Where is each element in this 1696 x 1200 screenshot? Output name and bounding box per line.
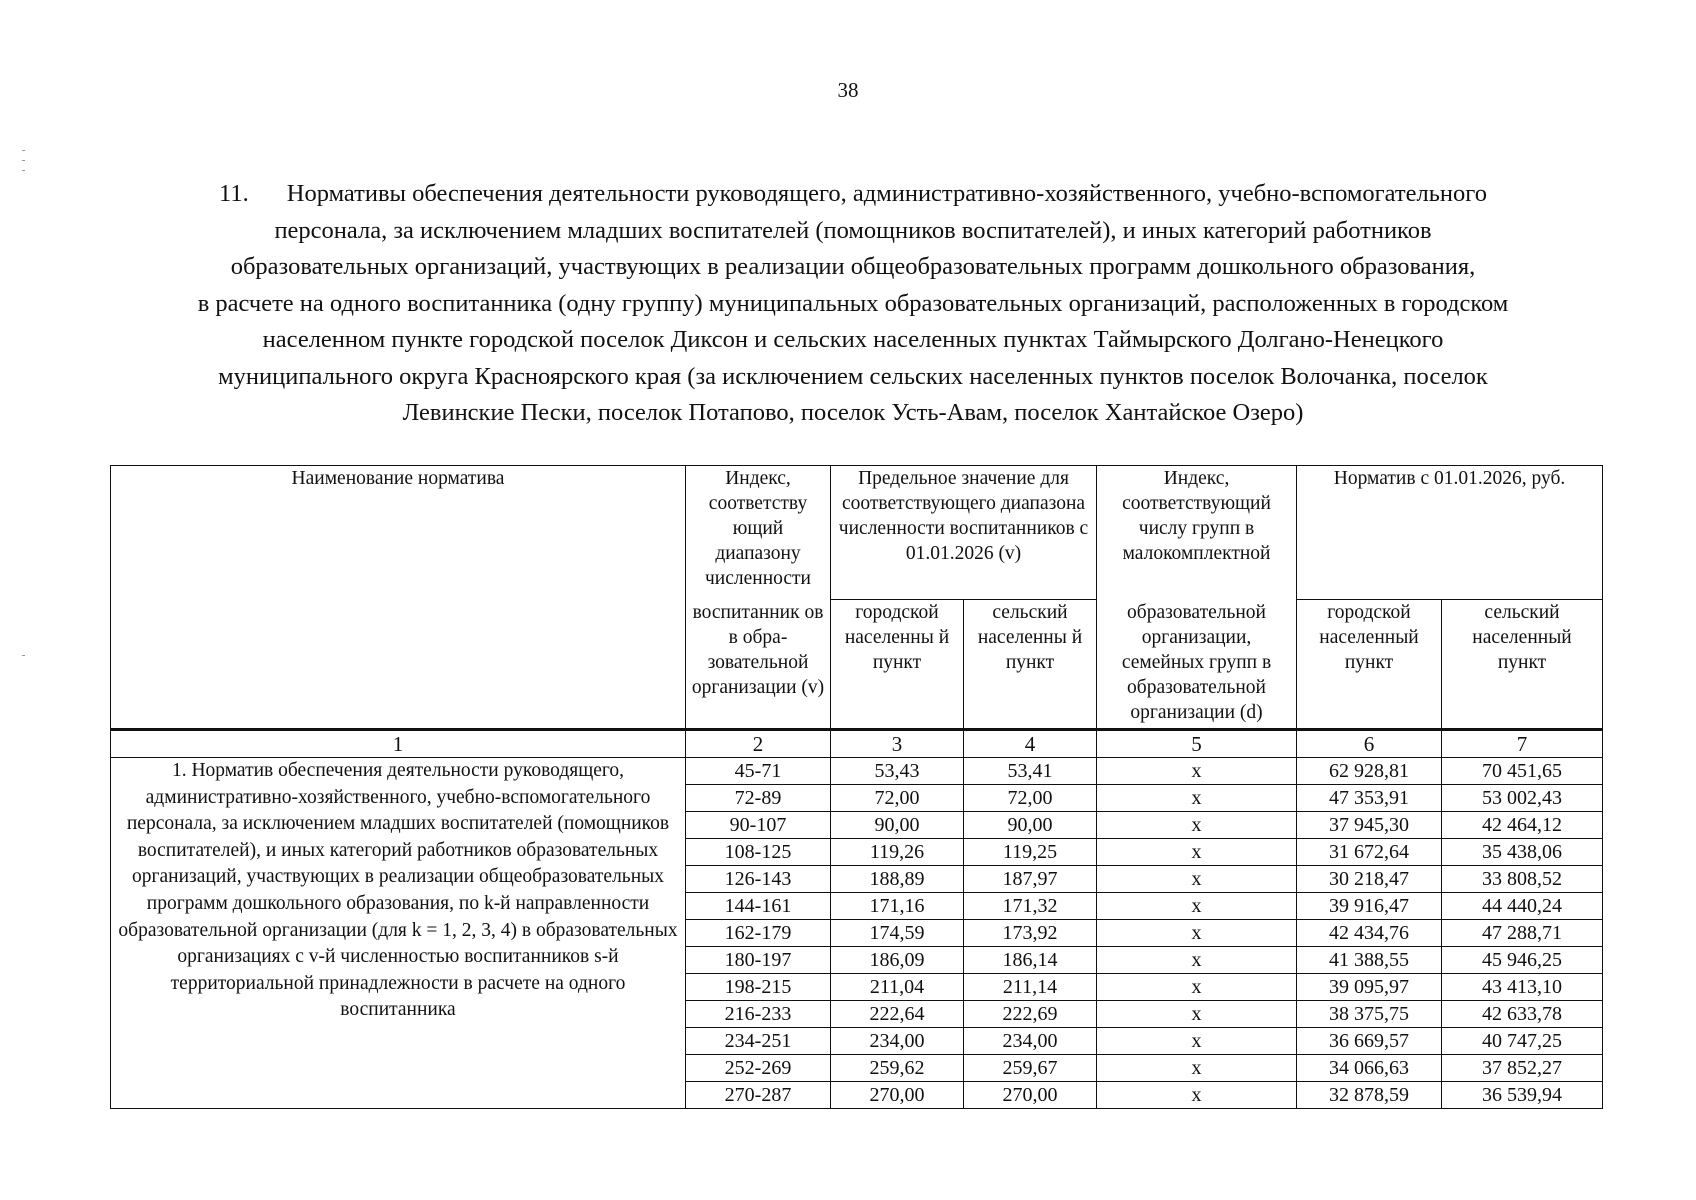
norm-rural-cell: 42 464,12 — [1442, 812, 1603, 839]
norm-rural-cell: 45 946,25 — [1442, 947, 1603, 974]
header-index-range: Индекс, соответству ющий диапазону численности — [686, 466, 831, 600]
norm-rural-cell: 44 440,24 — [1442, 893, 1603, 920]
index-groups-cell: х — [1097, 839, 1297, 866]
norm-name-cell: 1. Норматив обеспечения деятельности руководящего, административно-хозяйственного, учебно-вспомогательного персонала, за исключением младших воспитателей (помощников воспитателей), и иных категорий работников образовательных организаций, участвующих в реализации общеобразовательных программ дошкольного образования, по k-й направленности образовательной организации (для k = 1, 2, 3, 4) в образовательных организациях с v-й численностью воспитанников s-й территориальной принадлежности в расчете на одного воспитанника — [111, 758, 686, 1109]
norm-urban-cell: 42 434,76 — [1297, 920, 1442, 947]
limit-urban-cell: 186,09 — [831, 947, 964, 974]
norm-rural-cell: 37 852,27 — [1442, 1055, 1603, 1082]
norm-rural-cell: 53 002,43 — [1442, 785, 1603, 812]
norms-table — [110, 465, 1603, 1109]
index-groups-cell: х — [1097, 866, 1297, 893]
index-groups-cell: х — [1097, 1082, 1297, 1109]
norm-urban-cell: 31 672,64 — [1297, 839, 1442, 866]
index-range-cell: 216-233 — [686, 1001, 831, 1028]
norm-urban-cell: 41 388,55 — [1297, 947, 1442, 974]
limit-urban-cell: 222,64 — [831, 1001, 964, 1028]
section-heading — [118, 176, 1588, 432]
limit-urban-cell: 72,00 — [831, 785, 964, 812]
column-number: 2 — [686, 730, 831, 758]
header-index-groups-cont: образовательной организации, семейных групп в образовательной организации (d) — [1097, 600, 1297, 730]
limit-urban-cell: 174,59 — [831, 920, 964, 947]
norm-rural-cell: 33 808,52 — [1442, 866, 1603, 893]
margin-mark — [22, 160, 25, 161]
index-range-cell: 198-215 — [686, 974, 831, 1001]
index-groups-cell: х — [1097, 974, 1297, 1001]
limit-urban-cell: 171,16 — [831, 893, 964, 920]
index-range-cell: 234-251 — [686, 1028, 831, 1055]
column-number: 7 — [1442, 730, 1603, 758]
index-groups-cell: х — [1097, 1001, 1297, 1028]
norm-urban-cell: 30 218,47 — [1297, 866, 1442, 893]
index-range-cell: 162-179 — [686, 920, 831, 947]
limit-rural-cell: 270,00 — [964, 1082, 1097, 1109]
heading-line-1-text: Нормативы обеспечения деятельности руководящего, административно-хозяйственного, учебно-вспомогательного — [286, 180, 1487, 207]
index-groups-cell: х — [1097, 758, 1297, 785]
limit-rural-cell: 222,69 — [964, 1001, 1097, 1028]
index-range-cell: 180-197 — [686, 947, 831, 974]
limit-rural-cell: 259,67 — [964, 1055, 1097, 1082]
header-limit-group: Предельное значение для соответствующего диапазона численности воспитанников с 01.01.2026 (v) — [831, 466, 1097, 600]
column-number: 5 — [1097, 730, 1297, 758]
limit-rural-cell: 173,92 — [964, 920, 1097, 947]
page-number: 38 — [837, 78, 859, 102]
heading-line-4: в расчете на одного воспитанника (одну группу) муниципальных образовательных организаций, расположенных в городском — [197, 289, 1509, 317]
column-number: 4 — [964, 730, 1097, 758]
norm-urban-cell: 39 916,47 — [1297, 893, 1442, 920]
table-row — [111, 758, 1603, 785]
heading-number: 11. — [219, 180, 249, 207]
norm-rural-cell: 42 633,78 — [1442, 1001, 1603, 1028]
index-range-cell: 72-89 — [686, 785, 831, 812]
norm-rural-cell: 36 539,94 — [1442, 1082, 1603, 1109]
norm-rural-cell: 35 438,06 — [1442, 839, 1603, 866]
limit-urban-cell: 211,04 — [831, 974, 964, 1001]
header-norm-group: Норматив с 01.01.2026, руб. — [1297, 466, 1603, 600]
index-groups-cell: х — [1097, 1055, 1297, 1082]
header-norm-rural: сельский населенный пункт — [1442, 600, 1603, 730]
limit-rural-cell: 186,14 — [964, 947, 1097, 974]
limit-rural-cell: 90,00 — [964, 812, 1097, 839]
limit-rural-cell: 234,00 — [964, 1028, 1097, 1055]
norm-rural-cell: 70 451,65 — [1442, 758, 1603, 785]
limit-rural-cell: 72,00 — [964, 785, 1097, 812]
limit-rural-cell: 119,25 — [964, 839, 1097, 866]
heading-line-6: муниципального округа Красноярского края (за исключением сельских населенных пунктов поселок Волочанка, поселок — [218, 362, 1488, 390]
norm-urban-cell: 38 375,75 — [1297, 1001, 1442, 1028]
limit-urban-cell: 188,89 — [831, 866, 964, 893]
norm-urban-cell: 47 353,91 — [1297, 785, 1442, 812]
index-range-cell: 144-161 — [686, 893, 831, 920]
index-range-cell: 108-125 — [686, 839, 831, 866]
index-groups-cell: х — [1097, 947, 1297, 974]
column-number: 3 — [831, 730, 964, 758]
column-number: 1 — [111, 730, 686, 758]
heading-line-5: населенном пункте городской поселок Диксон и сельских населенных пунктах Таймырского Долгано-Ненецкого — [262, 326, 1444, 353]
limit-urban-cell: 259,62 — [831, 1055, 964, 1082]
heading-line-7: Левинские Пески, поселок Потапово, поселок Усть-Авам, поселок Хантайское Озеро) — [402, 399, 1304, 426]
heading-line-3: образовательных организаций, участвующих в реализации общеобразовательных программ дошкольного образования, — [230, 253, 1476, 280]
header-name: Наименование норматива — [111, 466, 686, 730]
norm-urban-cell: 36 669,57 — [1297, 1028, 1442, 1055]
margin-mark — [22, 170, 25, 171]
limit-urban-cell: 234,00 — [831, 1028, 964, 1055]
index-groups-cell: х — [1097, 920, 1297, 947]
limit-urban-cell: 53,43 — [831, 758, 964, 785]
norm-urban-cell: 62 928,81 — [1297, 758, 1442, 785]
index-groups-cell: х — [1097, 812, 1297, 839]
limit-rural-cell: 53,41 — [964, 758, 1097, 785]
norm-rural-cell: 40 747,25 — [1442, 1028, 1603, 1055]
limit-rural-cell: 211,14 — [964, 974, 1097, 1001]
index-range-cell: 90-107 — [686, 812, 831, 839]
index-groups-cell: х — [1097, 893, 1297, 920]
norm-urban-cell: 34 066,63 — [1297, 1055, 1442, 1082]
heading-line-1 — [118, 176, 1588, 213]
norm-urban-cell: 39 095,97 — [1297, 974, 1442, 1001]
index-range-cell: 45-71 — [686, 758, 831, 785]
index-groups-cell: х — [1097, 1028, 1297, 1055]
heading-line-2: персонала, за исключением младших воспитателей (помощников воспитателей), и иных категорий работников — [274, 216, 1432, 244]
header-limit-rural: сельский населенны й пункт — [964, 600, 1097, 730]
header-limit-urban: городской населенны й пункт — [831, 600, 964, 730]
header-index-groups: Индекс, соответствующий числу групп в малокомплектной — [1097, 466, 1297, 600]
limit-rural-cell: 187,97 — [964, 866, 1097, 893]
index-range-cell: 270-287 — [686, 1082, 831, 1109]
limit-rural-cell: 171,32 — [964, 893, 1097, 920]
limit-urban-cell: 270,00 — [831, 1082, 964, 1109]
limit-urban-cell: 119,26 — [831, 839, 964, 866]
norm-urban-cell: 37 945,30 — [1297, 812, 1442, 839]
norm-rural-cell: 47 288,71 — [1442, 920, 1603, 947]
margin-mark — [22, 655, 25, 656]
header-norm-urban: городской населенный пункт — [1297, 600, 1442, 730]
norm-urban-cell: 32 878,59 — [1297, 1082, 1442, 1109]
margin-mark — [22, 150, 25, 151]
column-number: 6 — [1297, 730, 1442, 758]
header-index-range-cont: воспитанник ов в обра- зовательной организации (v) — [686, 600, 831, 730]
index-range-cell: 252-269 — [686, 1055, 831, 1082]
index-groups-cell: х — [1097, 785, 1297, 812]
norm-rural-cell: 43 413,10 — [1442, 974, 1603, 1001]
index-range-cell: 126-143 — [686, 866, 831, 893]
limit-urban-cell: 90,00 — [831, 812, 964, 839]
table-body — [111, 730, 1603, 1109]
column-number-row — [111, 730, 1603, 758]
